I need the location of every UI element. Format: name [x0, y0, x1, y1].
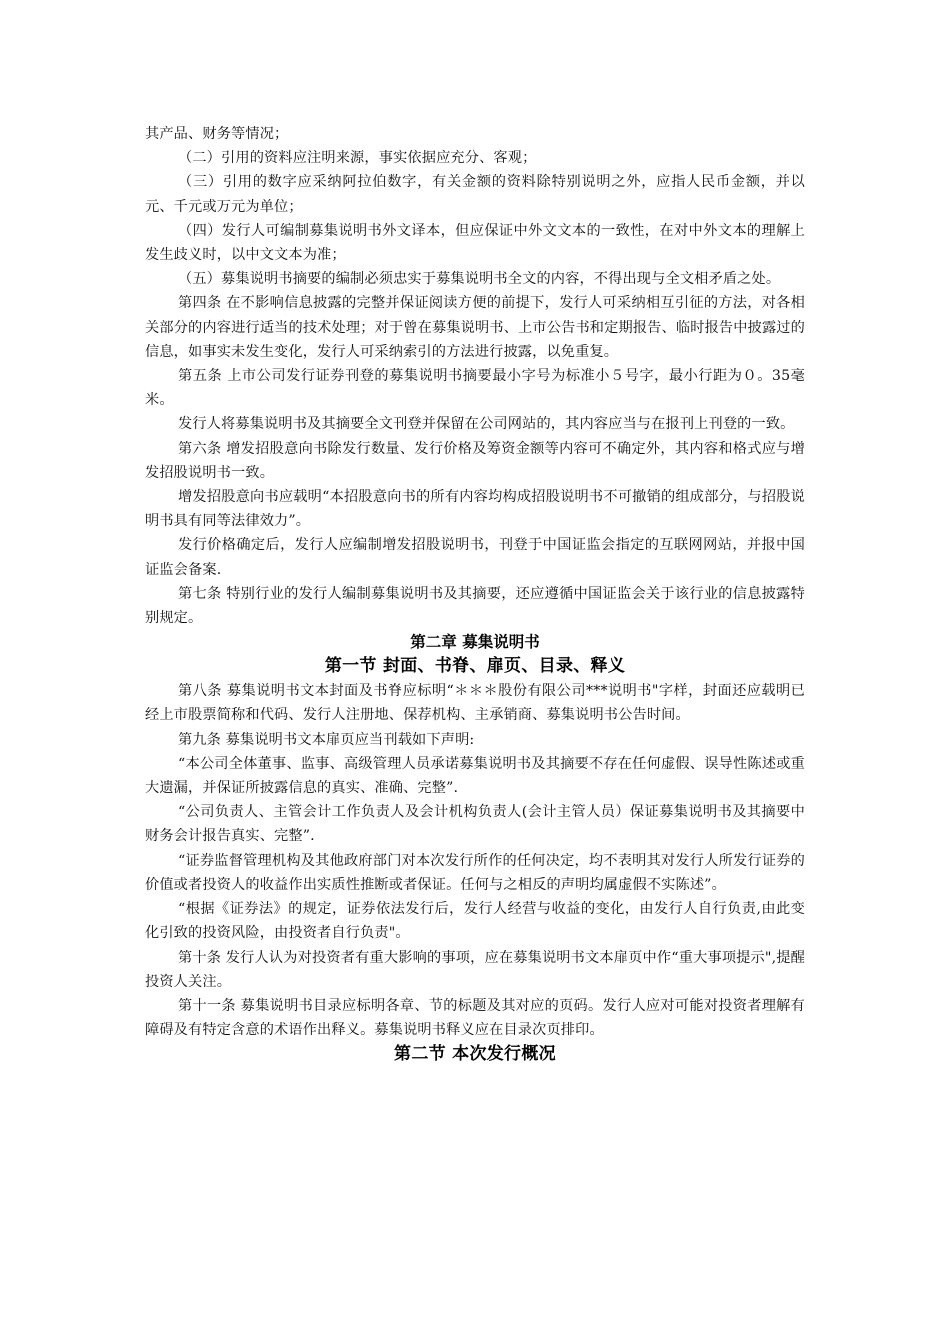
article-5: 第五条 上市公司发行证券刊登的募集说明书摘要最小字号为标准小５号字，最小行距为０。35毫米。 [145, 368, 805, 409]
chapter-heading: 第二章 募集说明书 [410, 633, 540, 652]
paragraph: （五）募集说明书摘要的编制必须忠实于募集说明书全文的内容，不得出现与全文相矛盾之处。 [178, 271, 781, 288]
article-7: 第七条 特别行业的发行人编制募集说明书及其摘要，还应遵循中国证监会关于该行业的信息披露特别规定。 [145, 585, 805, 627]
quoted-statement: “公司负责人、主管会计工作负责人及会计机构负责人(会计主管人员）保证募集说明书及其摘要中财务会计报告真实、完整”. [145, 804, 805, 845]
article-11: 第十一条 募集说明书目录应标明各章、节的标题及其对应的页码。发行人应对可能对投资者理解有障碍及有特定含意的术语作出释义。募集说明书释义应在目录次页排印。 [145, 997, 805, 1039]
paragraph: 其产品、财务等情况； [145, 126, 289, 142]
paragraph: 发行价格确定后，发行人应编制增发招股说明书，刊登于中国证监会指定的互联网网站，并报中国证监会备案. [145, 537, 805, 578]
paragraph: 增发招股意向书应载明“本招股意向书的所有内容均构成招股说明书不可撤销的组成部分，与招股说明书具有同等法律效力”。 [145, 489, 805, 530]
paragraph: 发行人将募集说明书及其摘要全文刊登并保留在公司网站的，其内容应当与在报刊上刊登的一致。 [178, 416, 795, 433]
paragraph: （二）引用的资料应注明来源，事实依据应充分、客观； [178, 150, 537, 167]
paragraph: （四）发行人可编制募集说明书外文译本，但应保证中外文文本的一致性，在对中外文本的理解上发生歧义时，以中文文本为准； [145, 222, 805, 264]
section-heading: 第一节 封面、书脊、扉页、目录、释义 [324, 656, 626, 677]
paragraph: （三）引用的数字应采纳阿拉伯数字，有关金额的资料除特别说明之外，应指人民币金额，并以元、千元或万元为单位； [145, 174, 805, 215]
section-heading: 第二节 本次发行概况 [394, 1044, 556, 1065]
article-6: 第六条 增发招股意向书除发行数量、发行价格及筹资金额等内容可不确定外，其内容和格式应与增发招股说明书一致。 [145, 440, 805, 481]
article-10: 第十条 发行人认为对投资者有重大影响的事项，应在募集说明书文本扉页中作“重大事项提示",提醒投资人关注。 [145, 949, 805, 990]
quoted-statement: “本公司全体董事、监事、高级管理人员承诺募集说明书及其摘要不存在任何虚假、误导性陈述或重大遗漏，并保证所披露信息的真实、准确、完整”. [145, 755, 805, 797]
quoted-statement: “证券监督管理机构及其他政府部门对本次发行所作的任何决定，均不表明其对发行人所发行证券的价值或者投资人的收益作出实质性推断或者保证。任何与之相反的声明均属虚假不实陈述”。 [145, 852, 805, 893]
document-body [145, 122, 805, 1067]
article-8: 第八条 募集说明书文本封面及书脊应标明“＊＊＊股份有限公司***说明书"字样，封面还应载明已经上市股票简称和代码、发行人注册地、保荐机构、主承销商、募集说明书公告时间。 [145, 683, 805, 724]
article-4: 第四条 在不影响信息披露的完整并保证阅读方便的前提下，发行人可采纳相互引征的方法，对各相关部分的内容进行适当的技术处理；对于曾在募集说明书、上市公告书和定期报告、临时报告中披露过的信息，如事实未发生变化，发行人可采纳索引的方法进行披露，以免重复。 [145, 295, 805, 360]
article-9: 第九条 募集说明书文本扉页应当刊载如下声明: [178, 731, 475, 748]
quoted-statement: “根据《证券法》的规定，证券依法发行后，发行人经营与收益的变化，由发行人自行负责,由此变化引致的投资风险，由投资者自行负责"。 [145, 901, 805, 942]
